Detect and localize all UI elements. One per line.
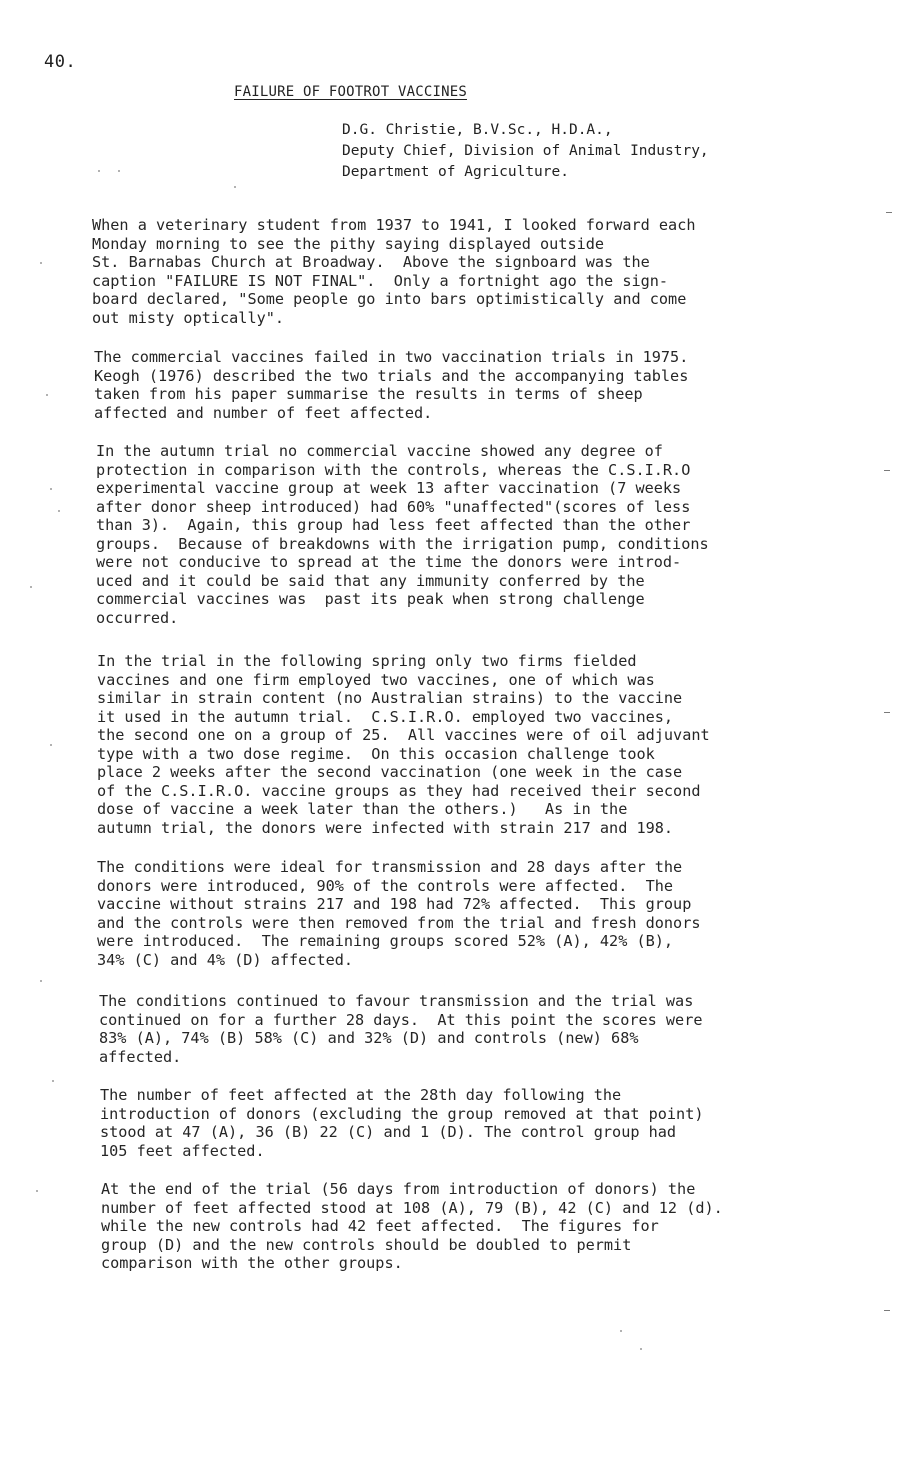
page-number: 40. [44, 52, 77, 72]
author-position: Deputy Chief, Division of Animal Industry, [342, 143, 709, 159]
paragraph-line: dose of vaccine a week later than the others.) As in the [97, 800, 628, 818]
paragraph [97, 652, 710, 837]
paragraph-line: commercial vaccines was past its peak when strong challenge [96, 590, 645, 608]
paragraph-line: introduction of donors (excluding the group removed at that point) [100, 1104, 704, 1123]
paragraph-line: out misty optically". [92, 308, 285, 327]
paragraph-line: The conditions continued to favour transmission and the trial was [99, 992, 694, 1010]
paragraph-line: Monday morning to see the pithy saying displayed outside [92, 234, 605, 253]
paragraph-line: Keogh (1976) described the two trials and the accompanying tables [94, 366, 689, 385]
scan-speck [40, 980, 42, 982]
paragraph-line: similar in strain content (no Australian strains) to the vaccine [97, 689, 683, 707]
scan-speck [46, 394, 48, 396]
author-name: D.G. Christie, B.V.Sc., H.D.A., [342, 122, 613, 138]
paragraph [97, 858, 700, 969]
paragraph-line: The commercial vaccines failed in two vaccination trials in 1975. [94, 348, 689, 366]
paragraph-line: The conditions were ideal for transmission and 28 days after the [97, 858, 683, 876]
paragraph-line: stood at 47 (A), 36 (B) 22 (C) and 1 (D). The control group had [100, 1123, 677, 1141]
paragraph-line: affected. [99, 1047, 182, 1066]
paragraph-line: than 3). Again, this group had less feet affected than the other [96, 516, 691, 534]
paragraph-line: donors were introduced, 90% of the controls were affected. The [97, 876, 674, 895]
scan-speck [50, 744, 52, 746]
paragraph-line: vaccine without strains 217 and 198 had 72% affected. This group [97, 895, 692, 913]
paragraph [99, 992, 702, 1066]
paragraph-line: 34% (C) and 4% (D) affected. [97, 950, 354, 969]
paragraph-line: group (D) and the new controls should be doubled to permit [101, 1235, 632, 1254]
paragraph-line: In the trial in the following spring only two firms fielded [97, 652, 637, 670]
paragraph-line: autumn trial, the donors were infected with strain 217 and 198. [97, 818, 674, 837]
paragraph-line: number of feet affected stood at 108 (A), 79 (B), 42 (C) and 12 (d). [101, 1198, 723, 1217]
paragraph-line: 83% (A), 74% (B) 58% (C) and 32% (D) and controls (new) 68% [99, 1029, 639, 1047]
scan-speck [234, 186, 236, 188]
scan-speck [640, 1348, 642, 1350]
scan-speck [58, 510, 60, 512]
paragraph-line: of the C.S.I.R.O. vaccine groups as they had received their second [97, 781, 701, 800]
paragraph-line: continued on for a further 28 days. At this point the scores were [99, 1010, 703, 1029]
paragraph-line: type with a two dose regime. On this occasion challenge took [97, 744, 655, 763]
paragraph-line: were not conducive to spread at the time the donors were introd- [96, 553, 682, 571]
scan-speck [36, 1190, 38, 1192]
paragraph-line: In the autumn trial no commercial vaccine showed any degree of [96, 442, 663, 460]
scan-speck [98, 170, 100, 172]
paragraph-line: At the end of the trial (56 days from introduction of donors) the [101, 1180, 696, 1198]
paragraph [92, 216, 695, 327]
paragraph-line: occurred. [96, 608, 179, 627]
scan-speck [30, 586, 32, 588]
paragraph-line: groups. Because of breakdowns with the irrigation pump, conditions [96, 534, 709, 553]
paragraph-line: and the controls were then removed from the trial and fresh donors [97, 913, 701, 932]
document-title: FAILURE OF FOOTROT VACCINES [234, 84, 467, 100]
edge-mark [886, 212, 892, 213]
scan-speck [620, 1330, 622, 1332]
paragraph-line: experimental vaccine group at week 13 after vaccination (7 weeks [96, 479, 682, 497]
paragraph-line: uced and it could be said that any immunity conferred by the [96, 571, 645, 590]
paragraph-line: The number of feet affected at the 28th day following the [100, 1086, 622, 1104]
paragraph [94, 348, 688, 422]
paragraph [101, 1180, 723, 1273]
paragraph-line: caption "FAILURE IS NOT FINAL". Only a fortnight ago the sign- [92, 271, 669, 290]
paragraph-line: 105 feet affected. [100, 1141, 265, 1160]
paragraph-line: were introduced. The remaining groups scored 52% (A), 42% (B), [97, 932, 674, 950]
paragraph-line: while the new controls had 42 feet affected. The figures for [101, 1217, 659, 1235]
paragraph-line: board declared, "Some people go into bars optimistically and come [92, 290, 687, 308]
edge-mark [884, 1310, 890, 1311]
paragraph-line: vaccines and one firm employed two vaccines, one of which was [97, 670, 655, 689]
paragraph-line: protection in comparison with the controls, whereas the C.S.I.R.O [96, 460, 691, 479]
paragraph-line: the second one on a group of 25. All vaccines were of oil adjuvant [97, 726, 710, 744]
author-department: Department of Agriculture. [342, 164, 569, 180]
paragraph-line: When a veterinary student from 1937 to 1941, I looked forward each [92, 216, 696, 234]
paragraph [96, 442, 709, 627]
scan-speck [118, 170, 120, 172]
paragraph-line: after donor sheep introduced) had 60% "unaffected"(scores of less [96, 497, 691, 516]
scan-speck [52, 1080, 54, 1082]
edge-mark [884, 470, 890, 471]
paragraph-line: St. Barnabas Church at Broadway. Above the signboard was the [92, 253, 650, 271]
paragraph-line: place 2 weeks after the second vaccination (one week in the case [97, 763, 683, 781]
paragraph-line: comparison with the other groups. [101, 1254, 403, 1272]
paragraph-line: it used in the autumn trial. C.S.I.R.O. employed two vaccines, [97, 707, 674, 726]
author-block [342, 120, 709, 183]
paragraph [100, 1086, 703, 1160]
edge-mark [884, 712, 890, 713]
scan-speck [40, 262, 42, 264]
paragraph-line: affected and number of feet affected. [94, 403, 433, 422]
paragraph-line: taken from his paper summarise the results in terms of sheep [94, 385, 643, 403]
scan-speck [50, 488, 52, 490]
